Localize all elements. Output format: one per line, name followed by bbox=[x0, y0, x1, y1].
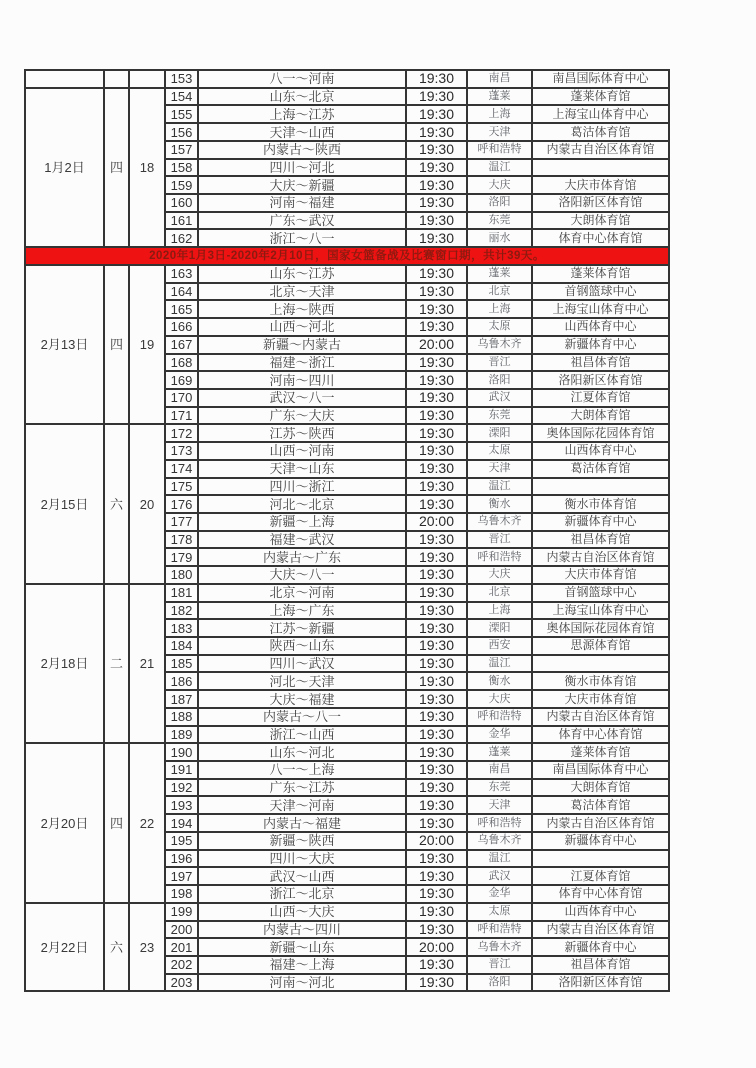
match-teams: 北京～天津 bbox=[198, 283, 406, 301]
match-time: 19:30 bbox=[406, 478, 467, 496]
match-teams: 河南～四川 bbox=[198, 371, 406, 389]
match-venue: 体育中心体育馆 bbox=[532, 726, 669, 744]
match-city: 南昌 bbox=[467, 70, 532, 88]
section-round: 21 bbox=[129, 584, 165, 743]
match-teams: 新疆～山东 bbox=[198, 938, 406, 956]
match-city: 晋江 bbox=[467, 354, 532, 372]
match-time: 19:30 bbox=[406, 354, 467, 372]
match-venue: 大朗体育馆 bbox=[532, 779, 669, 797]
match-teams: 广东～武汉 bbox=[198, 212, 406, 230]
match-time: 19:30 bbox=[406, 159, 467, 177]
match-venue: 洛阳新区体育馆 bbox=[532, 974, 669, 992]
match-venue: 祖昌体育馆 bbox=[532, 531, 669, 549]
section-date: 2月20日 bbox=[25, 743, 104, 902]
match-number: 178 bbox=[165, 531, 198, 549]
match-venue bbox=[532, 655, 669, 673]
match-time: 19:30 bbox=[406, 566, 467, 584]
match-venue: 奥体国际花园体育馆 bbox=[532, 619, 669, 637]
match-time: 20:00 bbox=[406, 938, 467, 956]
match-venue: 葛沽体育馆 bbox=[532, 123, 669, 141]
match-venue: 体育中心体育馆 bbox=[532, 885, 669, 903]
match-time: 19:30 bbox=[406, 903, 467, 921]
match-venue: 蓬莱体育馆 bbox=[532, 88, 669, 106]
match-time: 19:30 bbox=[406, 974, 467, 992]
match-venue: 衡水市体育馆 bbox=[532, 672, 669, 690]
match-teams: 内蒙古～八一 bbox=[198, 708, 406, 726]
match-time: 19:30 bbox=[406, 743, 467, 761]
match-city: 金华 bbox=[467, 726, 532, 744]
match-city: 呼和浩特 bbox=[467, 921, 532, 939]
match-city: 武汉 bbox=[467, 867, 532, 885]
match-time: 19:30 bbox=[406, 779, 467, 797]
match-city: 上海 bbox=[467, 602, 532, 620]
match-venue: 上海宝山体育中心 bbox=[532, 105, 669, 123]
match-time: 20:00 bbox=[406, 513, 467, 531]
match-number: 156 bbox=[165, 123, 198, 141]
match-time: 19:30 bbox=[406, 105, 467, 123]
match-teams: 广东～江苏 bbox=[198, 779, 406, 797]
match-teams: 浙江～北京 bbox=[198, 885, 406, 903]
match-city: 金华 bbox=[467, 885, 532, 903]
match-teams: 江苏～新疆 bbox=[198, 619, 406, 637]
match-venue: 葛沽体育馆 bbox=[532, 460, 669, 478]
match-number: 162 bbox=[165, 229, 198, 247]
match-teams: 内蒙古～陕西 bbox=[198, 141, 406, 159]
match-number: 155 bbox=[165, 105, 198, 123]
match-venue bbox=[532, 159, 669, 177]
match-time: 19:30 bbox=[406, 761, 467, 779]
section-date: 2月18日 bbox=[25, 584, 104, 743]
section-weekday: 四 bbox=[104, 743, 129, 902]
match-venue: 葛沽体育馆 bbox=[532, 796, 669, 814]
section-date: 2月13日 bbox=[25, 265, 104, 424]
match-time: 19:30 bbox=[406, 637, 467, 655]
match-city: 呼和浩特 bbox=[467, 814, 532, 832]
match-number: 172 bbox=[165, 424, 198, 442]
match-time: 19:30 bbox=[406, 531, 467, 549]
match-city: 北京 bbox=[467, 283, 532, 301]
section-round bbox=[129, 70, 165, 88]
match-number: 188 bbox=[165, 708, 198, 726]
match-row bbox=[25, 743, 669, 761]
match-teams: 内蒙古～福建 bbox=[198, 814, 406, 832]
match-time: 19:30 bbox=[406, 194, 467, 212]
match-teams: 浙江～山西 bbox=[198, 726, 406, 744]
match-number: 169 bbox=[165, 371, 198, 389]
match-city: 蓬莱 bbox=[467, 88, 532, 106]
match-venue: 内蒙古自治区体育馆 bbox=[532, 814, 669, 832]
section-round: 18 bbox=[129, 88, 165, 247]
match-venue: 新疆体育中心 bbox=[532, 938, 669, 956]
match-venue: 蓬莱体育馆 bbox=[532, 265, 669, 283]
match-row bbox=[25, 88, 669, 106]
match-venue: 洛阳新区体育馆 bbox=[532, 371, 669, 389]
match-venue: 江夏体育馆 bbox=[532, 389, 669, 407]
match-number: 189 bbox=[165, 726, 198, 744]
match-time: 20:00 bbox=[406, 336, 467, 354]
match-teams: 山西～大庆 bbox=[198, 903, 406, 921]
match-city: 蓬莱 bbox=[467, 743, 532, 761]
match-city: 太原 bbox=[467, 442, 532, 460]
section-round: 22 bbox=[129, 743, 165, 902]
match-teams: 内蒙古～广东 bbox=[198, 548, 406, 566]
section-weekday bbox=[104, 70, 129, 88]
match-teams: 大庆～八一 bbox=[198, 566, 406, 584]
match-teams: 天津～河南 bbox=[198, 796, 406, 814]
match-number: 175 bbox=[165, 478, 198, 496]
match-city: 乌鲁木齐 bbox=[467, 938, 532, 956]
match-number: 182 bbox=[165, 602, 198, 620]
match-time: 19:30 bbox=[406, 850, 467, 868]
match-venue: 大朗体育馆 bbox=[532, 212, 669, 230]
match-time: 20:00 bbox=[406, 832, 467, 850]
match-number: 166 bbox=[165, 318, 198, 336]
match-city: 洛阳 bbox=[467, 371, 532, 389]
match-city: 呼和浩特 bbox=[467, 548, 532, 566]
match-number: 193 bbox=[165, 796, 198, 814]
match-teams: 山西～河南 bbox=[198, 442, 406, 460]
match-venue: 蓬莱体育馆 bbox=[532, 743, 669, 761]
match-venue: 山西体育中心 bbox=[532, 318, 669, 336]
match-time: 19:30 bbox=[406, 424, 467, 442]
match-teams: 山东～北京 bbox=[198, 88, 406, 106]
match-venue: 江夏体育馆 bbox=[532, 867, 669, 885]
match-city: 天津 bbox=[467, 460, 532, 478]
match-city: 溧阳 bbox=[467, 619, 532, 637]
match-venue: 祖昌体育馆 bbox=[532, 956, 669, 974]
match-number: 173 bbox=[165, 442, 198, 460]
match-teams: 八一～河南 bbox=[198, 70, 406, 88]
match-time: 19:30 bbox=[406, 885, 467, 903]
match-city: 天津 bbox=[467, 123, 532, 141]
match-teams: 陕西～山东 bbox=[198, 637, 406, 655]
match-venue: 上海宝山体育中心 bbox=[532, 300, 669, 318]
match-time: 19:30 bbox=[406, 212, 467, 230]
match-teams: 天津～山西 bbox=[198, 123, 406, 141]
match-number: 185 bbox=[165, 655, 198, 673]
window-period-banner-text: 2020年1月3日-2020年2月10日，国家女篮备战及比赛窗口期，共计39天。 bbox=[25, 247, 669, 265]
match-time: 19:30 bbox=[406, 442, 467, 460]
match-teams: 山东～河北 bbox=[198, 743, 406, 761]
match-time: 19:30 bbox=[406, 602, 467, 620]
match-city: 东莞 bbox=[467, 779, 532, 797]
match-time: 19:30 bbox=[406, 70, 467, 88]
match-venue: 山西体育中心 bbox=[532, 442, 669, 460]
match-city: 蓬莱 bbox=[467, 265, 532, 283]
match-teams: 山西～河北 bbox=[198, 318, 406, 336]
match-teams: 武汉～山西 bbox=[198, 867, 406, 885]
match-number: 160 bbox=[165, 194, 198, 212]
match-city: 东莞 bbox=[467, 407, 532, 425]
match-city: 东莞 bbox=[467, 212, 532, 230]
match-row bbox=[25, 265, 669, 283]
match-teams: 山东～江苏 bbox=[198, 265, 406, 283]
match-venue: 首钢篮球中心 bbox=[532, 283, 669, 301]
match-teams: 新疆～上海 bbox=[198, 513, 406, 531]
match-number: 171 bbox=[165, 407, 198, 425]
match-city: 乌鲁木齐 bbox=[467, 832, 532, 850]
match-time: 19:30 bbox=[406, 141, 467, 159]
match-number: 194 bbox=[165, 814, 198, 832]
match-number: 176 bbox=[165, 495, 198, 513]
section-round: 23 bbox=[129, 903, 165, 992]
match-city: 洛阳 bbox=[467, 974, 532, 992]
match-venue: 体育中心体育馆 bbox=[532, 229, 669, 247]
match-time: 19:30 bbox=[406, 371, 467, 389]
match-city: 上海 bbox=[467, 105, 532, 123]
match-city: 温江 bbox=[467, 159, 532, 177]
match-teams: 广东～大庆 bbox=[198, 407, 406, 425]
match-time: 19:30 bbox=[406, 300, 467, 318]
match-venue: 大庆市体育馆 bbox=[532, 566, 669, 584]
match-number: 191 bbox=[165, 761, 198, 779]
match-number: 165 bbox=[165, 300, 198, 318]
match-city: 温江 bbox=[467, 478, 532, 496]
match-city: 温江 bbox=[467, 850, 532, 868]
match-venue: 大庆市体育馆 bbox=[532, 176, 669, 194]
match-city: 呼和浩特 bbox=[467, 708, 532, 726]
match-number: 177 bbox=[165, 513, 198, 531]
section-date bbox=[25, 70, 104, 88]
match-city: 大庆 bbox=[467, 690, 532, 708]
match-time: 19:30 bbox=[406, 655, 467, 673]
match-teams: 上海～江苏 bbox=[198, 105, 406, 123]
match-number: 186 bbox=[165, 672, 198, 690]
match-time: 19:30 bbox=[406, 956, 467, 974]
match-city: 南昌 bbox=[467, 761, 532, 779]
match-number: 170 bbox=[165, 389, 198, 407]
match-number: 195 bbox=[165, 832, 198, 850]
match-row bbox=[25, 903, 669, 921]
match-city: 太原 bbox=[467, 903, 532, 921]
match-number: 183 bbox=[165, 619, 198, 637]
match-row bbox=[25, 584, 669, 602]
match-venue: 奥体国际花园体育馆 bbox=[532, 424, 669, 442]
match-teams: 福建～上海 bbox=[198, 956, 406, 974]
match-city: 西安 bbox=[467, 637, 532, 655]
match-number: 203 bbox=[165, 974, 198, 992]
match-city: 晋江 bbox=[467, 956, 532, 974]
match-time: 19:30 bbox=[406, 867, 467, 885]
match-city: 洛阳 bbox=[467, 194, 532, 212]
section-date: 1月2日 bbox=[25, 88, 104, 247]
match-city: 天津 bbox=[467, 796, 532, 814]
match-venue bbox=[532, 850, 669, 868]
match-teams: 上海～广东 bbox=[198, 602, 406, 620]
match-city: 衡水 bbox=[467, 672, 532, 690]
match-teams: 四川～河北 bbox=[198, 159, 406, 177]
match-number: 190 bbox=[165, 743, 198, 761]
match-venue: 上海宝山体育中心 bbox=[532, 602, 669, 620]
match-time: 19:30 bbox=[406, 407, 467, 425]
match-number: 158 bbox=[165, 159, 198, 177]
match-venue: 洛阳新区体育馆 bbox=[532, 194, 669, 212]
match-city: 溧阳 bbox=[467, 424, 532, 442]
match-venue: 内蒙古自治区体育馆 bbox=[532, 548, 669, 566]
match-time: 19:30 bbox=[406, 123, 467, 141]
match-time: 19:30 bbox=[406, 318, 467, 336]
match-teams: 福建～浙江 bbox=[198, 354, 406, 372]
section-round: 20 bbox=[129, 424, 165, 583]
match-time: 19:30 bbox=[406, 619, 467, 637]
match-time: 19:30 bbox=[406, 690, 467, 708]
match-teams: 武汉～八一 bbox=[198, 389, 406, 407]
match-teams: 福建～武汉 bbox=[198, 531, 406, 549]
match-number: 168 bbox=[165, 354, 198, 372]
section-date: 2月22日 bbox=[25, 903, 104, 992]
match-city: 晋江 bbox=[467, 531, 532, 549]
match-city: 温江 bbox=[467, 655, 532, 673]
match-number: 199 bbox=[165, 903, 198, 921]
section-weekday: 二 bbox=[104, 584, 129, 743]
match-number: 174 bbox=[165, 460, 198, 478]
match-teams: 河南～福建 bbox=[198, 194, 406, 212]
match-number: 159 bbox=[165, 176, 198, 194]
match-time: 19:30 bbox=[406, 584, 467, 602]
match-time: 19:30 bbox=[406, 548, 467, 566]
match-number: 187 bbox=[165, 690, 198, 708]
match-number: 179 bbox=[165, 548, 198, 566]
match-teams: 新疆～陕西 bbox=[198, 832, 406, 850]
match-number: 153 bbox=[165, 70, 198, 88]
match-teams: 河南～河北 bbox=[198, 974, 406, 992]
match-row bbox=[25, 70, 669, 88]
match-city: 乌鲁木齐 bbox=[467, 336, 532, 354]
match-venue: 山西体育中心 bbox=[532, 903, 669, 921]
match-teams: 新疆～内蒙古 bbox=[198, 336, 406, 354]
match-teams: 江苏～陕西 bbox=[198, 424, 406, 442]
match-venue: 新疆体育中心 bbox=[532, 336, 669, 354]
match-city: 丽水 bbox=[467, 229, 532, 247]
section-date: 2月15日 bbox=[25, 424, 104, 583]
match-city: 乌鲁木齐 bbox=[467, 513, 532, 531]
match-number: 201 bbox=[165, 938, 198, 956]
match-time: 19:30 bbox=[406, 796, 467, 814]
match-time: 19:30 bbox=[406, 726, 467, 744]
section-round: 19 bbox=[129, 265, 165, 424]
match-venue: 内蒙古自治区体育馆 bbox=[532, 921, 669, 939]
match-teams: 北京～河南 bbox=[198, 584, 406, 602]
match-number: 164 bbox=[165, 283, 198, 301]
match-teams: 上海～陕西 bbox=[198, 300, 406, 318]
section-weekday: 四 bbox=[104, 265, 129, 424]
match-time: 19:30 bbox=[406, 460, 467, 478]
section-weekday: 四 bbox=[104, 88, 129, 247]
match-venue: 思源体育馆 bbox=[532, 637, 669, 655]
match-time: 19:30 bbox=[406, 495, 467, 513]
match-teams: 四川～武汉 bbox=[198, 655, 406, 673]
match-time: 19:30 bbox=[406, 176, 467, 194]
match-teams: 浙江～八一 bbox=[198, 229, 406, 247]
match-number: 180 bbox=[165, 566, 198, 584]
match-time: 19:30 bbox=[406, 708, 467, 726]
match-city: 大庆 bbox=[467, 566, 532, 584]
match-venue bbox=[532, 478, 669, 496]
match-teams: 天津～山东 bbox=[198, 460, 406, 478]
match-teams: 大庆～新疆 bbox=[198, 176, 406, 194]
match-teams: 河北～北京 bbox=[198, 495, 406, 513]
match-number: 163 bbox=[165, 265, 198, 283]
match-number: 167 bbox=[165, 336, 198, 354]
match-row bbox=[25, 424, 669, 442]
match-number: 161 bbox=[165, 212, 198, 230]
match-teams: 八一～上海 bbox=[198, 761, 406, 779]
schedule-table bbox=[24, 69, 670, 992]
section-weekday: 六 bbox=[104, 424, 129, 583]
section-weekday: 六 bbox=[104, 903, 129, 992]
match-city: 上海 bbox=[467, 300, 532, 318]
match-teams: 河北～天津 bbox=[198, 672, 406, 690]
match-city: 武汉 bbox=[467, 389, 532, 407]
match-city: 衡水 bbox=[467, 495, 532, 513]
match-venue: 新疆体育中心 bbox=[532, 513, 669, 531]
match-time: 19:30 bbox=[406, 672, 467, 690]
match-number: 184 bbox=[165, 637, 198, 655]
match-teams: 四川～大庆 bbox=[198, 850, 406, 868]
match-number: 157 bbox=[165, 141, 198, 159]
match-city: 北京 bbox=[467, 584, 532, 602]
match-city: 太原 bbox=[467, 318, 532, 336]
match-venue: 首钢篮球中心 bbox=[532, 584, 669, 602]
match-time: 19:30 bbox=[406, 921, 467, 939]
match-venue: 祖昌体育馆 bbox=[532, 354, 669, 372]
match-city: 呼和浩特 bbox=[467, 141, 532, 159]
match-teams: 内蒙古～四川 bbox=[198, 921, 406, 939]
match-venue: 大朗体育馆 bbox=[532, 407, 669, 425]
match-venue: 新疆体育中心 bbox=[532, 832, 669, 850]
window-period-banner bbox=[25, 247, 669, 265]
match-venue: 内蒙古自治区体育馆 bbox=[532, 141, 669, 159]
match-venue: 内蒙古自治区体育馆 bbox=[532, 708, 669, 726]
match-time: 19:30 bbox=[406, 389, 467, 407]
match-number: 181 bbox=[165, 584, 198, 602]
match-number: 200 bbox=[165, 921, 198, 939]
match-number: 154 bbox=[165, 88, 198, 106]
match-city: 大庆 bbox=[467, 176, 532, 194]
match-time: 19:30 bbox=[406, 814, 467, 832]
match-teams: 四川～浙江 bbox=[198, 478, 406, 496]
match-number: 196 bbox=[165, 850, 198, 868]
match-number: 192 bbox=[165, 779, 198, 797]
match-venue: 大庆市体育馆 bbox=[532, 690, 669, 708]
match-time: 19:30 bbox=[406, 229, 467, 247]
match-teams: 大庆～福建 bbox=[198, 690, 406, 708]
match-time: 19:30 bbox=[406, 265, 467, 283]
match-venue: 衡水市体育馆 bbox=[532, 495, 669, 513]
match-number: 202 bbox=[165, 956, 198, 974]
match-number: 198 bbox=[165, 885, 198, 903]
match-venue: 南昌国际体育中心 bbox=[532, 761, 669, 779]
match-venue: 南昌国际体育中心 bbox=[532, 70, 669, 88]
match-number: 197 bbox=[165, 867, 198, 885]
match-time: 19:30 bbox=[406, 88, 467, 106]
match-time: 19:30 bbox=[406, 283, 467, 301]
